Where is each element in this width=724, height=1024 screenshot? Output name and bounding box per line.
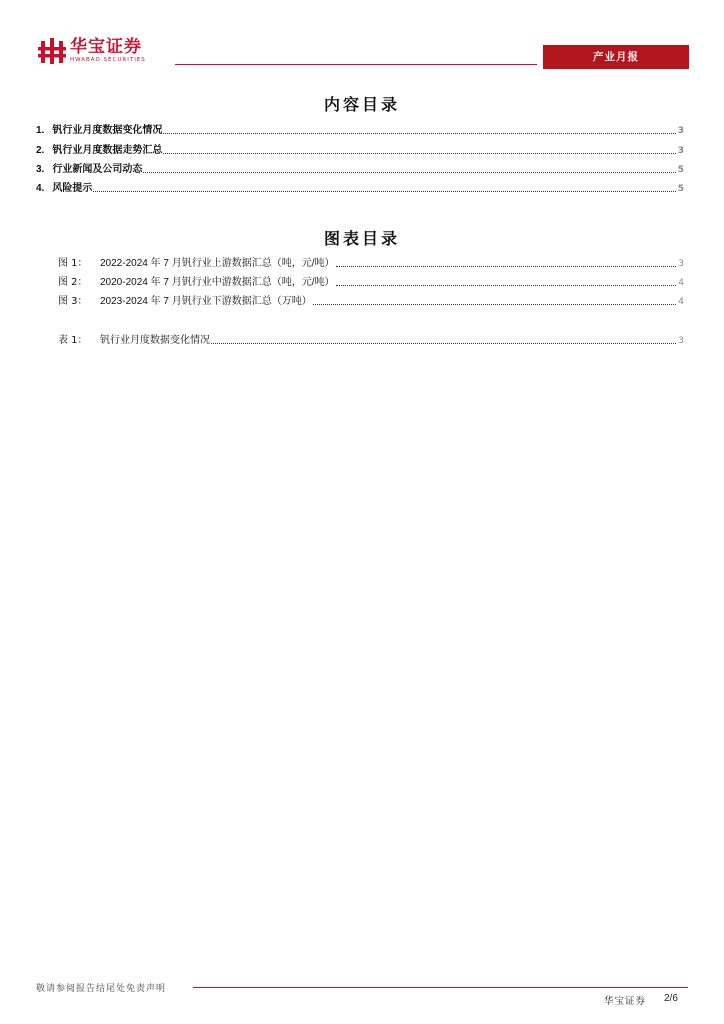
- footer-divider: [193, 987, 688, 988]
- toc-entry-number: 4.: [36, 183, 45, 194]
- toc-leader-dots: [143, 172, 675, 173]
- footer-disclaimer: 敬请参阅报告结尾处免责声明: [36, 984, 167, 994]
- toc-entry-number: 1.: [36, 125, 45, 136]
- toc-entry-number: 2.: [36, 145, 45, 156]
- toc-leader-dots: [93, 191, 675, 192]
- figure-entry-page: 4: [678, 297, 684, 307]
- toc-entry-page: 3: [677, 146, 684, 156]
- toc-entry-label: 风险提示: [52, 183, 93, 194]
- logo-mark-icon: [38, 37, 66, 65]
- contents-title: 内容目录: [323, 95, 400, 114]
- company-logo: [38, 37, 178, 67]
- figure-entry-label: 2023-2024 年 7 月钒行业下游数据汇总（万吨）: [100, 296, 312, 307]
- figure-entry[interactable]: [58, 256, 684, 270]
- figure-entry-page: 4: [678, 278, 684, 288]
- table-entry-label: 钒行业月度数据变化情况: [100, 335, 210, 346]
- figure-entry[interactable]: [58, 294, 684, 308]
- toc-entry[interactable]: [36, 181, 684, 195]
- toc-entry-page: 5: [677, 165, 684, 175]
- toc-entry[interactable]: [36, 162, 684, 176]
- figure-entry-id: 图 3：: [58, 296, 88, 307]
- toc-leader-dots: [211, 343, 676, 344]
- table-entry-page: 3: [678, 336, 684, 346]
- table-entry[interactable]: [58, 333, 684, 347]
- toc-leader-dots: [336, 285, 677, 286]
- table-entry-id: 表 1：: [58, 335, 88, 346]
- figures-title: 图表目录: [323, 229, 400, 248]
- figure-entry[interactable]: [58, 275, 684, 289]
- logo-text-cn: 华宝证券: [70, 37, 142, 57]
- figure-entry-page: 3: [678, 259, 684, 269]
- report-type-badge: 产业月报: [543, 45, 689, 69]
- figure-entry-id: 图 1：: [58, 258, 88, 269]
- figure-entry-id: 图 2：: [58, 277, 88, 288]
- toc-leader-dots: [163, 153, 675, 154]
- toc-entry-number: 3.: [36, 164, 45, 175]
- toc-entry[interactable]: [36, 123, 684, 137]
- toc-entry-label: 钒行业月度数据走势汇总: [52, 145, 163, 156]
- toc-leader-dots: [336, 266, 677, 267]
- figure-entry-label: 2020-2024 年 7 月钒行业中游数据汇总（吨，元/吨）: [100, 277, 335, 288]
- toc-entry-page: 3: [677, 126, 684, 136]
- toc-entry[interactable]: [36, 143, 684, 157]
- toc-entry-label: 行业新闻及公司动态: [52, 164, 143, 175]
- footer-company: 华宝证券: [604, 996, 647, 1007]
- figure-entry-label: 2022-2024 年 7 月钒行业上游数据汇总（吨，元/吨）: [100, 258, 335, 269]
- page-number: 2/6: [664, 993, 678, 1004]
- logo-text-en: HWABAO SECURITIES: [70, 57, 146, 63]
- toc-entry-label: 钒行业月度数据变化情况: [52, 125, 163, 136]
- toc-leader-dots: [313, 304, 677, 305]
- toc-leader-dots: [163, 133, 675, 134]
- header-divider: [175, 64, 537, 65]
- toc-entry-page: 5: [677, 184, 684, 194]
